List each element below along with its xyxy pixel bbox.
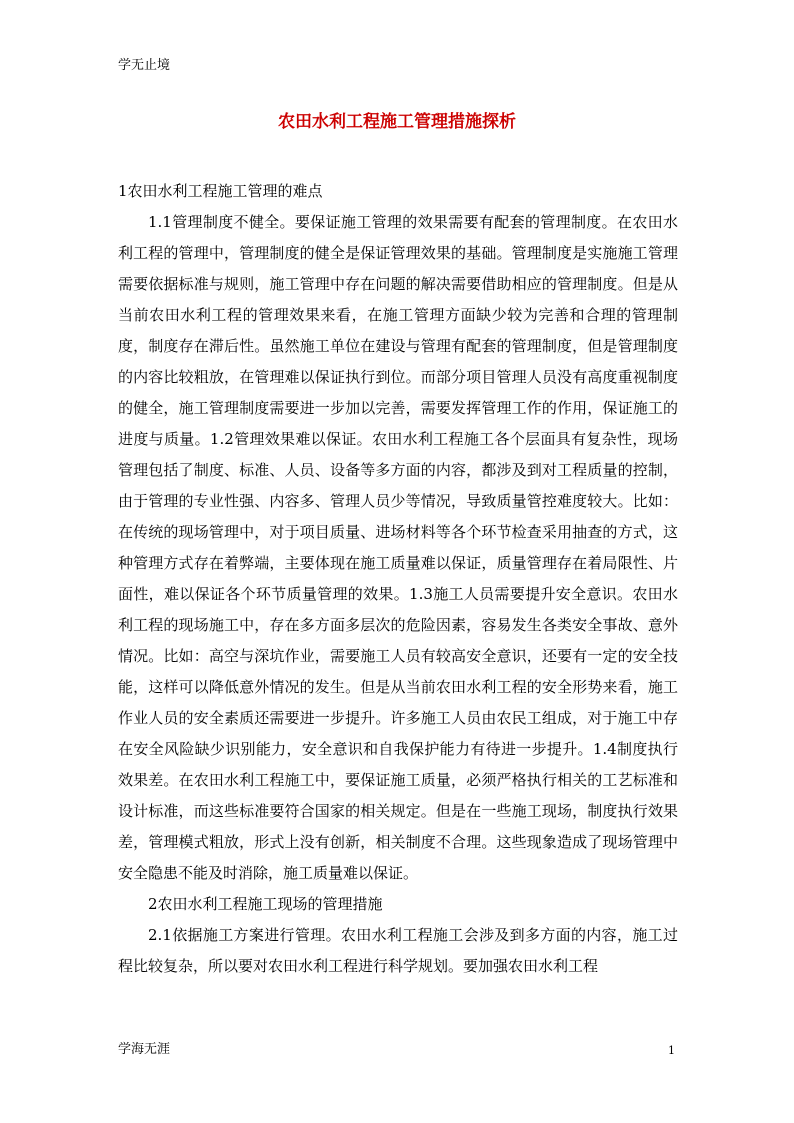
- paragraph-1: 1.1管理制度不健全。要保证施工管理的效果需要有配套的管理制度。在农田水利工程的管理中，管理制度的健全是保证管理效果的基础。管理制度是实施施工管理需要依据标准与规则，施工管理中存在问题的解决需要借助相应的管理制度。但是从当前农田水利工程的管理效果来看，在施工管理方面缺少较为完善和合理的管理制度，制度存在滞后性。虽然施工单位在建设与管理有配套的管理制度，但是管理制度的内容比较粗放，在管理难以保证执行到位。而部分项目管理人员没有高度重视制度的健全，施工管理制度需要进一步加以完善，需要发挥管理工作的作用，保证施工的进度与质量。1.2管理效果难以保证。农田水利工程施工各个层面具有复杂性，现场管理包括了制度、标准、人员、设备等多方面的内容，都涉及到对工程质量的控制，由于管理的专业性强、内容多、管理人员少等情况，导致质量管控难度较大。比如：在传统的现场管理中，对于项目质量、进场材料等各个环节检查采用抽查的方式，这种管理方式存在着弊端，主要体现在施工质量难以保证，质量管理存在着局限性、片面性，难以保证各个环节质量管理的效果。1.3施工人员需要提升安全意识。农田水利工程的现场施工中，存在多方面多层次的危险因素，容易发生各类安全事故、意外情况。比如：高空与深坑作业，需要施工人员有较高安全意识，还要有一定的安全技能，这样可以降低意外情况的发生。但是从当前农田水利工程的安全形势来看，施工作业人员的安全素质还需要进一步提升。许多施工人员由农民工组成，对于施工中存在安全风险缺少识别能力，安全意识和自我保护能力有待进一步提升。1.4制度执行效果差。在农田水利工程施工中，要保证施工质量，必须严格执行相关的工艺标准和设计标准，而这些标准要符合国家的相关规定。但是在一些施工现场，制度执行效果差，管理模式粗放，形式上没有创新，相关制度不合理。这些现象造成了现场管理中安全隐患不能及时消除，施工质量难以保证。: [118, 213, 678, 882]
- page-footer: 学海无涯: [118, 1042, 171, 1057]
- section-heading-1: 1农田水利工程施工管理的难点: [118, 182, 323, 200]
- page-number: 1: [668, 1044, 675, 1057]
- page-header: 学无止境: [118, 58, 171, 73]
- document-body: [118, 176, 678, 982]
- paragraph-2: 2.1依据施工方案进行管理。农田水利工程施工会涉及到多方面的内容，施工过程比较复杂，所以要对农田水利工程进行科学规划。要加强农田水利工程: [118, 926, 678, 975]
- document-title: 农田水利工程施工管理措施探析: [278, 112, 516, 132]
- section-heading-2: 2农田水利工程施工现场的管理措施: [148, 895, 383, 913]
